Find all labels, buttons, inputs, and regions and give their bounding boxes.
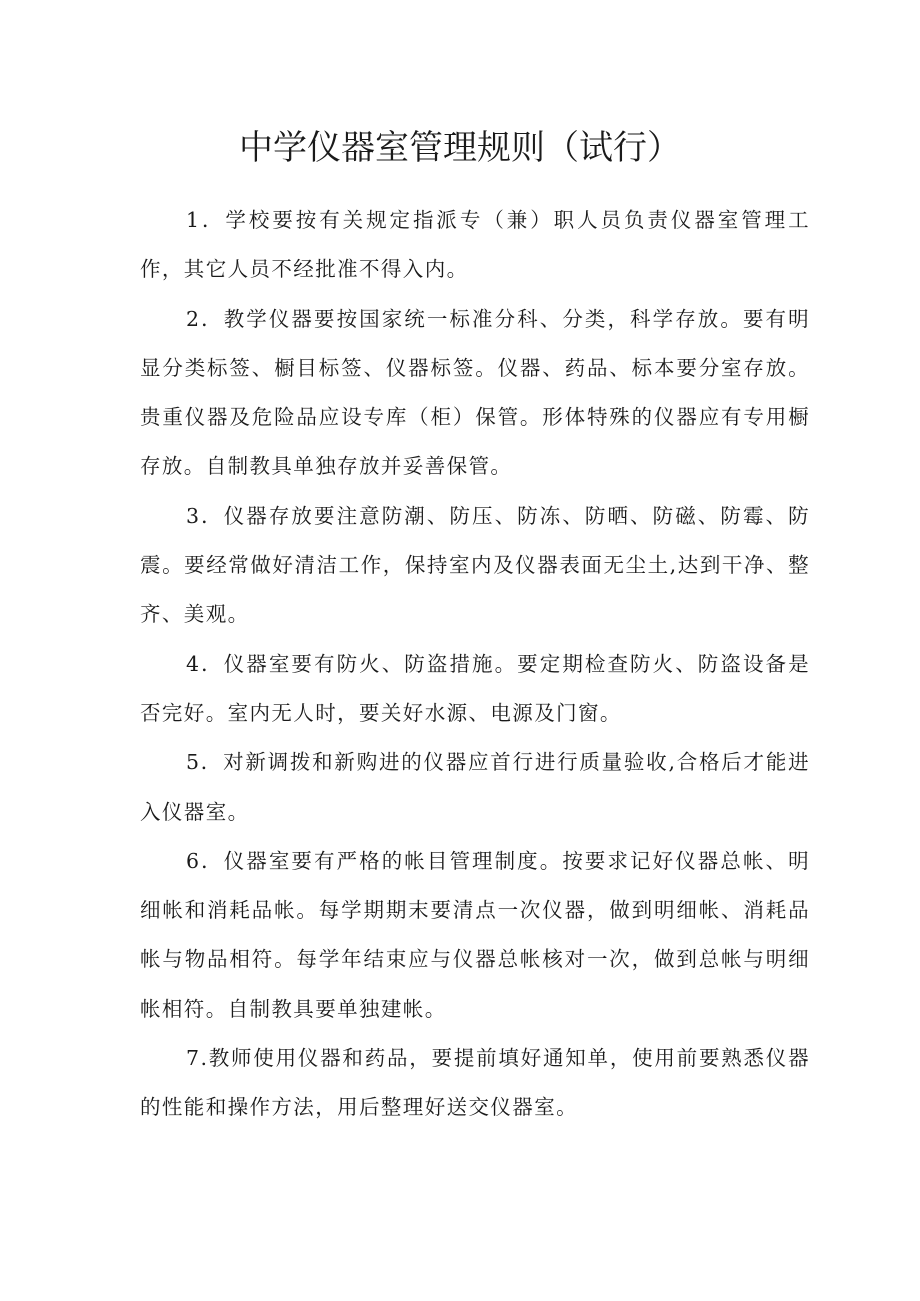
rules-body: [140, 196, 810, 1133]
rule-clause-5: 5．对新调拨和新购进的仪器应首行进行质量验收,合格后才能进入仪器室。: [140, 750, 810, 824]
rule-clause-1: 1．学校要按有关规定指派专（兼）职人员负责仪器室管理工作，其它人员不经批准不得入内。: [140, 208, 810, 282]
rule-clause-4: 4．仪器室要有防火、防盗措施。要定期检查防火、防盗设备是否完好。室内无人时，要关好水源、电源及门窗。: [140, 651, 810, 725]
rule-clause-3: 3．仪器存放要注意防潮、防压、防冻、防晒、防磁、防霉、防震。要经常做好清洁工作，保持室内及仪器表面无尘土,达到干净、整齐、美观。: [140, 503, 810, 627]
rule-clause-6: 6．仪器室要有严格的帐目管理制度。按要求记好仪器总帐、明细帐和消耗品帐。每学期期末要清点一次仪器，做到明细帐、消耗品帐与物品相符。每学年结束应与仪器总帐核对一次，做到总帐与明细帐相符。自制教具要单独建帐。: [140, 848, 810, 1021]
document-title: 中学仪器室管理规则（试行）: [239, 128, 681, 168]
rule-clause-2: 2．教学仪器要按国家统一标准分科、分类，科学存放。要有明显分类标签、橱目标签、仪器标签。仪器、药品、标本要分室存放。贵重仪器及危险品应设专库（柜）保管。形体特殊的仪器应有专用橱存放。自制教具单独存放并妥善保管。: [140, 306, 810, 479]
rule-clause-7: 7.教师使用仪器和药品，要提前填好通知单，使用前要熟悉仪器的性能和操作方法，用后整理好送交仪器室。: [140, 1046, 810, 1120]
